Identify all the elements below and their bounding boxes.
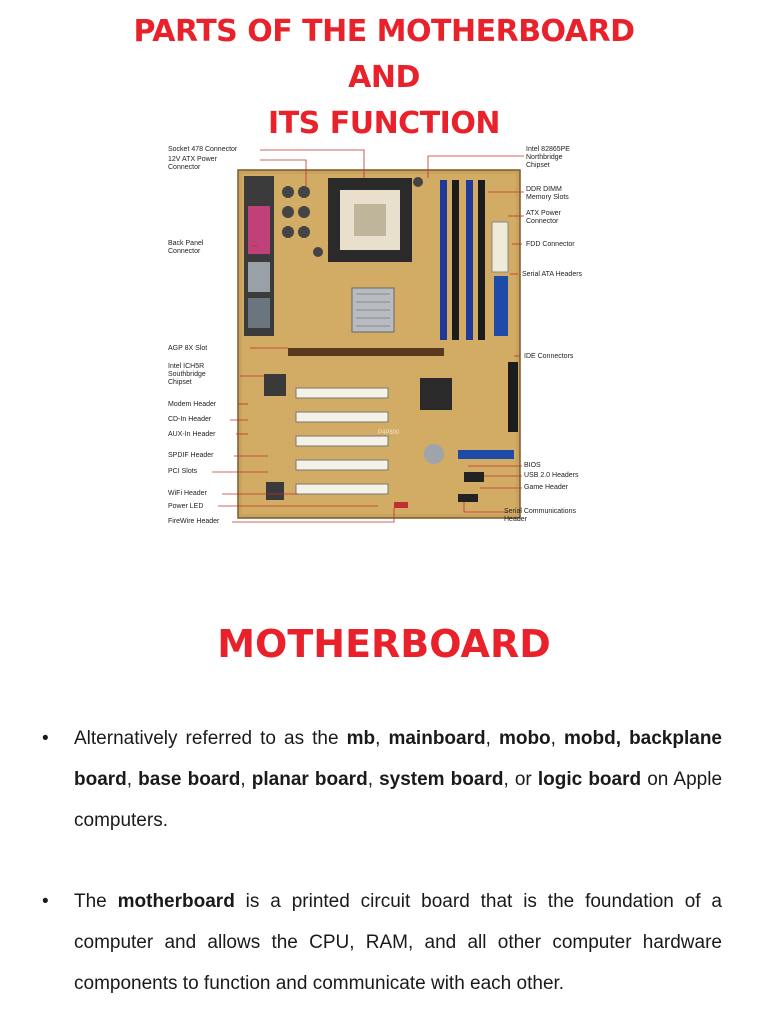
- board-model-label: P4P800: [378, 430, 400, 436]
- label-aux-in-header: AUX-In Header: [168, 431, 216, 438]
- section-heading: MOTHERBOARD: [217, 622, 551, 666]
- dimm-slot: [440, 180, 447, 340]
- label-pci-slots: PCI Slots: [168, 468, 198, 475]
- label-back-panel: Back Panel Connector: [168, 240, 204, 255]
- label-atx-power: ATX Power Connector: [526, 210, 561, 225]
- bullet-dot: •: [42, 891, 49, 912]
- bullet-dot: •: [42, 728, 49, 749]
- page-title-line-2: AND: [348, 60, 420, 95]
- bullet-text-2: The motherboard is a printed circuit board that is the foundation of a computer and allows the CPU, RAM, and all other computer hardware components to function and communicate with each other.: [74, 891, 722, 994]
- label-game-header: Game Header: [524, 484, 568, 491]
- label-serial-comm-header: Serial Communications Header: [504, 508, 576, 523]
- agp-slot: [288, 348, 444, 356]
- label-12v-atx-power: 12V ATX Power Connector: [168, 156, 217, 171]
- label-southbridge: Intel ICH5R Southbridge Chipset: [168, 363, 206, 386]
- bullet-text-1: Alternatively referred to as the mb, mainboard, mobo, mobd, backplane board, base board, planar board, system board, or logic board on Apple computers.: [74, 728, 723, 831]
- label-bios: BIOS: [524, 462, 541, 469]
- label-ddr-dimm: DDR DIMM Memory Slots: [526, 186, 569, 201]
- label-spdif-header: SPDIF Header: [168, 452, 214, 459]
- page-title-line-1: PARTS OF THE MOTHERBOARD: [133, 14, 635, 49]
- label-serial-ata: Serial ATA Headers: [522, 271, 583, 278]
- label-ide-connectors: IDE Connectors: [524, 353, 574, 360]
- label-agp-slot: AGP 8X Slot: [168, 345, 208, 352]
- label-fdd-connector: FDD Connector: [526, 241, 575, 248]
- southbridge-chip: [420, 378, 452, 410]
- label-wifi-header: WiFi Header: [168, 490, 207, 497]
- label-power-led: Power LED: [168, 503, 204, 510]
- label-northbridge: Intel 82865PE Northbridge Chipset: [526, 146, 570, 169]
- motherboard-diagram: [168, 142, 600, 540]
- label-socket-478: Socket 478 Connector: [168, 146, 238, 153]
- label-usb-headers: USB 2.0 Headers: [524, 472, 579, 479]
- label-modem-header: Modem Header: [168, 401, 217, 408]
- label-cd-in-header: CD-In Header: [168, 416, 212, 423]
- page-title-line-3: ITS FUNCTION: [268, 106, 500, 141]
- label-firewire-header: FireWire Header: [168, 518, 220, 525]
